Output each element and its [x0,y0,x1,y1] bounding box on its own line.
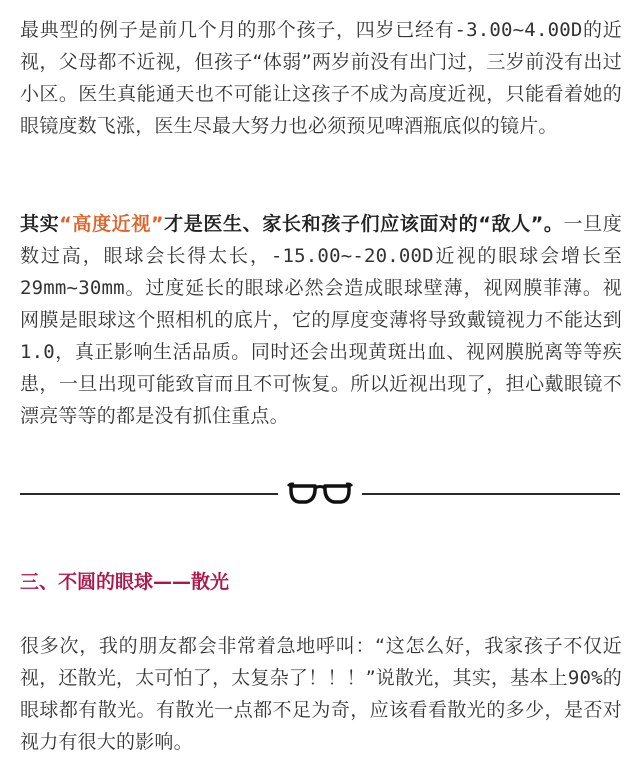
text-segment: 。过度延长的眼球必然会造成眼球壁薄，视网膜菲薄。视网膜是眼球这个照相机的底片，它的厚度变薄将导致戴镜视力不能达到 [20,277,622,331]
text-segment: 一旦度数过高，眼球会长得太长， [20,213,622,267]
divider-line-right [362,493,620,495]
text-segment: 很多次，我的朋友都会非常着急地呼叫：“这怎么好，我家孩子不仅近视，还散光，太可怕了，太复杂了！！！”说散光，其实，基本上 [20,635,622,689]
diopter-value: -3.00~4.00D [454,19,583,41]
text-segment: ，真正影响生活品质。同时还会出现黄斑出血、视网膜脱离等等疾患，一旦出现可能致盲而且不可恢复。所以近视出现了，担心戴眼镜不漂亮等等的都是没有抓住重点。 [20,341,622,427]
text-segment: 的眼球都有散光。有散光一点都不足为奇，应该看看散光的多少，是否对视力有很大的影响。 [20,667,622,753]
divider-line-left [20,493,278,495]
glasses-divider [20,476,620,512]
highlight-term: “高度近视” [59,213,164,235]
acuity-value: 1.0 [20,341,55,363]
text-segment: 最典型的例子是前几个月的那个孩子，四岁已经有 [20,19,455,41]
text-segment: 的近视，父母都不近视，但孩子“体弱”两岁前没有出门过，三岁前没有出过小区。医生真能通天也不可能让这孩子不成为高度近视，只能看着她的眼镜度数飞涨，医生尽最大努力也必须预见啤酒瓶底似的镜片。 [20,19,622,137]
paragraph-high-myopia [20,208,622,432]
diopter-value: -15.00~-20.00D [270,245,434,267]
lead-text: 其实 [20,213,60,235]
glasses-icon [286,480,354,508]
paragraph-case-example [20,14,622,142]
eye-length-value: 29mm~30mm [20,277,125,299]
text-segment: 近视的眼球会增长至 [433,245,622,267]
paragraph-astigmatism [20,630,622,758]
lead-text: 才是医生、家长和孩子们应该面对的“敌人”。 [163,213,564,235]
percent-value: 90% [567,667,603,689]
section-heading: 三、不圆的眼球——散光 [20,571,230,593]
